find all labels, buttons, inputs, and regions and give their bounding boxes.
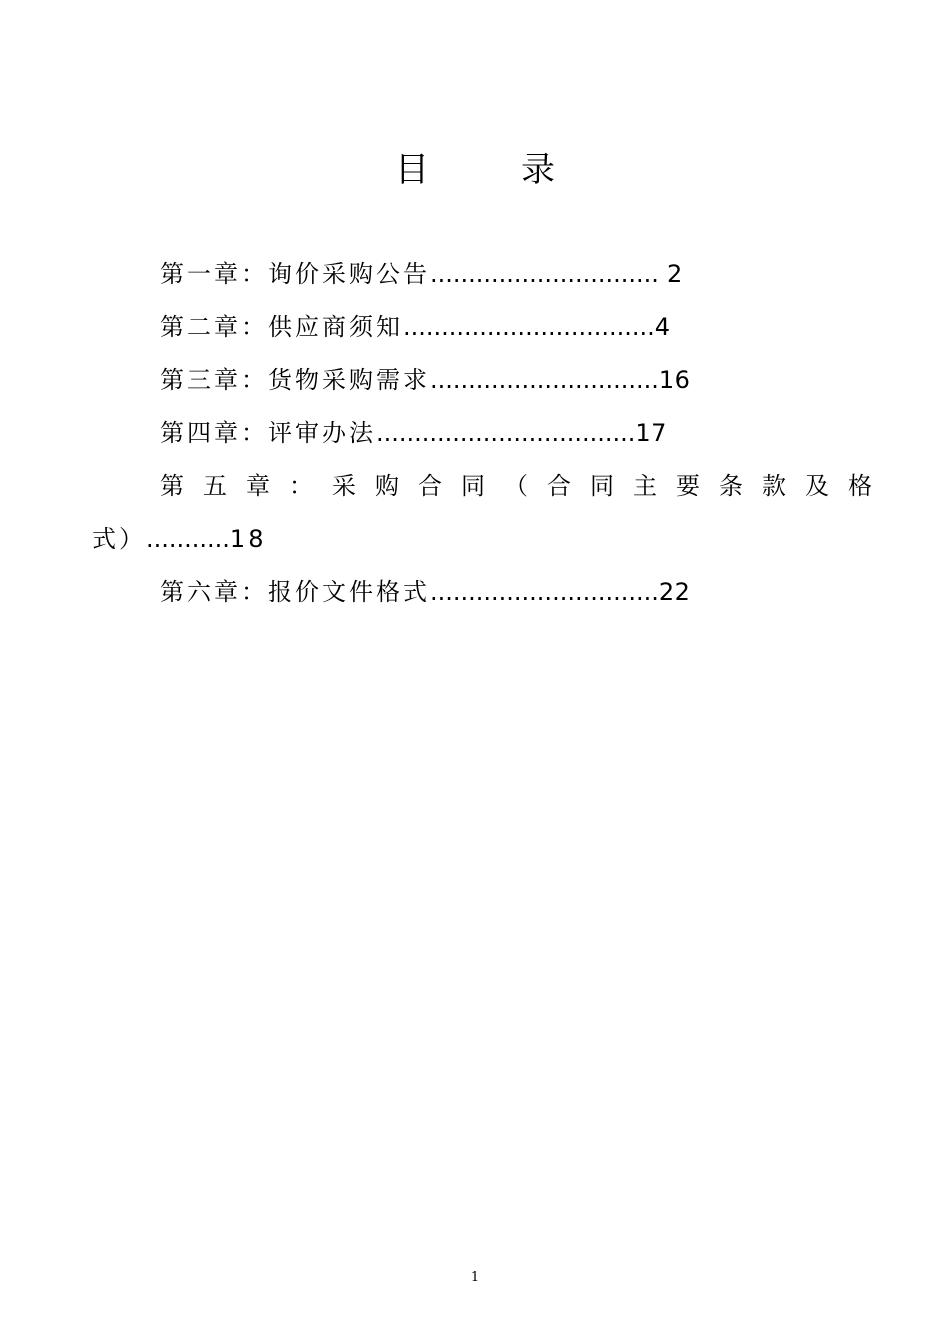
toc-entry-char: 及	[805, 472, 829, 500]
toc-entry-chapter-5-line-2[interactable]	[92, 523, 266, 555]
toc-leader-dots: ..................................	[376, 419, 636, 447]
page-number: 1	[470, 1270, 480, 1285]
toc-page-number: 16	[658, 366, 691, 394]
toc-leader-dots: ...........	[146, 525, 230, 553]
toc-entry-char: 五	[203, 472, 227, 500]
toc-entry-chapter-2[interactable]	[160, 311, 671, 343]
toc-entry-label: 第三章：货物采购需求	[160, 366, 430, 394]
toc-entry-char: 合	[547, 472, 571, 500]
toc-entry-char: 同	[590, 472, 614, 500]
toc-entry-char: 同	[461, 472, 485, 500]
toc-entry-char: ：	[289, 472, 313, 500]
toc-entry-chapter-5-line-1[interactable]	[160, 470, 872, 502]
toc-entry-char: 格	[848, 472, 872, 500]
toc-leader-dots: ..............................	[430, 578, 659, 606]
toc-entry-char: 合	[418, 472, 442, 500]
toc-entry-char: 条	[719, 472, 743, 500]
toc-entry-char: 章	[246, 472, 270, 500]
toc-entry-chapter-4[interactable]	[160, 417, 667, 449]
toc-entry-label: 第二章：供应商须知	[160, 313, 403, 341]
toc-entry-char: 主	[633, 472, 657, 500]
toc-title-char-1: 目	[395, 150, 429, 190]
toc-entry-char: （	[504, 472, 528, 500]
toc-entry-char: 购	[375, 472, 399, 500]
toc-entry-char: 要	[676, 472, 700, 500]
toc-entry-label: 第一章：询价采购公告	[160, 260, 430, 288]
toc-page-number: 4	[654, 313, 671, 341]
toc-leader-dots: ..............................	[430, 260, 659, 288]
toc-entry-char: 款	[762, 472, 786, 500]
toc-entry-chapter-3[interactable]	[160, 364, 690, 396]
toc-leader-dots: .................................	[403, 313, 655, 341]
toc-title	[0, 146, 950, 194]
toc-page-number: 2	[658, 260, 683, 288]
toc-entry-chapter-1[interactable]	[160, 258, 683, 290]
toc-page-number: 18	[229, 525, 267, 553]
toc-page-number: 22	[658, 578, 691, 606]
toc-entry-char: 采	[332, 472, 356, 500]
toc-title-char-2: 录	[521, 150, 555, 190]
toc-entry-label: 第六章：报价文件格式	[160, 578, 430, 606]
toc-entry-label: 第四章：评审办法	[160, 419, 376, 447]
toc-page-number: 17	[635, 419, 667, 447]
toc-entry-chapter-6[interactable]	[160, 576, 690, 608]
toc-leader-dots: ..............................	[430, 366, 659, 394]
toc-entry-label: 式）	[92, 525, 146, 553]
toc-entry-char: 第	[160, 472, 184, 500]
